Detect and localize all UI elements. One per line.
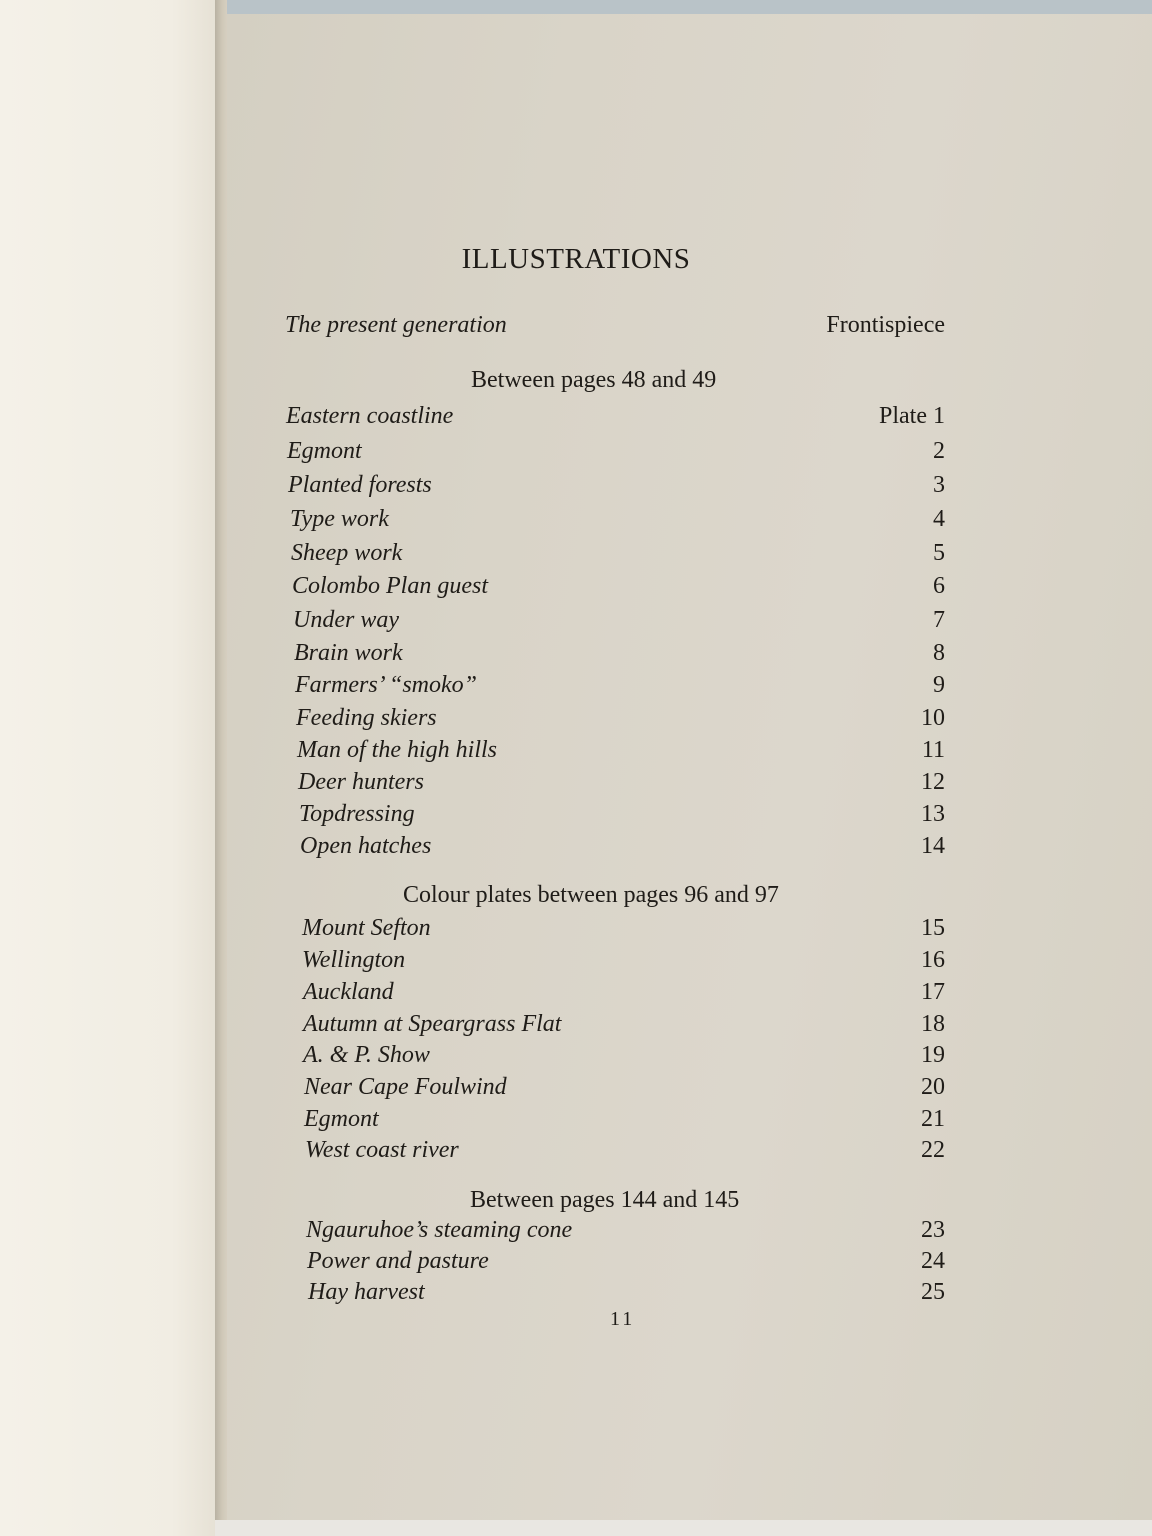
frontispiece-entry xyxy=(285,312,945,344)
book-gutter xyxy=(215,0,227,1536)
list-item xyxy=(304,1106,945,1138)
plate-number: 25 xyxy=(921,1279,945,1305)
page-heading: ILLUSTRATIONS xyxy=(461,243,691,275)
list-item-title: Egmont xyxy=(287,438,362,464)
page-bottom-edge xyxy=(215,1520,1152,1536)
plate-number: 6 xyxy=(933,573,945,599)
facing-blank-page xyxy=(0,0,215,1536)
list-item-title: Deer hunters xyxy=(298,769,424,795)
list-item-title: West coast river xyxy=(305,1137,459,1163)
list-item-title: Wellington xyxy=(302,947,406,973)
section-heading: Colour plates between pages 96 and 97 xyxy=(403,882,779,908)
list-item xyxy=(304,1074,945,1106)
list-item xyxy=(292,573,945,605)
list-item xyxy=(303,1042,945,1074)
plate-number: 15 xyxy=(921,915,945,941)
list-item xyxy=(302,947,945,979)
list-item xyxy=(297,737,945,769)
page-number: 11 xyxy=(610,1308,636,1330)
plate-number: 5 xyxy=(933,540,945,566)
list-item xyxy=(300,833,945,865)
list-item-title: Autumn at Speargrass Flat xyxy=(303,1011,562,1037)
plate-number: 20 xyxy=(921,1074,945,1100)
list-item xyxy=(287,438,945,470)
list-item xyxy=(303,1011,945,1043)
list-item xyxy=(290,506,945,538)
list-item-title: Type work xyxy=(290,506,389,532)
list-item-title: Planted forests xyxy=(288,472,432,498)
list-item xyxy=(302,915,945,947)
list-item-title: Auckland xyxy=(303,979,394,1005)
section-heading: Between pages 144 and 145 xyxy=(470,1187,740,1213)
list-item-title: Feeding skiers xyxy=(296,705,437,731)
list-item-title: Sheep work xyxy=(291,540,403,566)
list-item xyxy=(307,1248,945,1280)
list-item-title: Topdressing xyxy=(299,801,415,827)
plate-number: 2 xyxy=(933,438,945,464)
list-item-title: Egmont xyxy=(304,1106,379,1132)
plate-number: 16 xyxy=(921,947,945,973)
section-heading: Between pages 48 and 49 xyxy=(471,367,717,393)
list-item xyxy=(293,607,945,639)
plate-number: 4 xyxy=(933,506,945,532)
list-item-title: Farmers’ “smoko” xyxy=(295,672,478,698)
list-item xyxy=(303,979,945,1011)
plate-number: 10 xyxy=(921,705,945,731)
plate-number: 18 xyxy=(921,1011,945,1037)
plate-number: 12 xyxy=(921,769,945,795)
list-item xyxy=(294,640,945,672)
list-item xyxy=(306,1217,945,1249)
frontispiece-label: Frontispiece xyxy=(826,312,945,338)
frontispiece-title: The present generation xyxy=(285,312,507,338)
list-item-title: Eastern coastline xyxy=(286,403,454,429)
plate-number: 11 xyxy=(921,737,945,763)
list-item xyxy=(286,403,945,435)
plate-number: 19 xyxy=(921,1042,945,1068)
plate-number: 22 xyxy=(921,1137,945,1163)
list-item xyxy=(288,472,945,504)
plate-number: 7 xyxy=(933,607,945,633)
plate-number: 23 xyxy=(921,1217,945,1243)
list-item-title: Hay harvest xyxy=(308,1279,425,1305)
plate-number: Plate 1 xyxy=(879,403,945,429)
list-item xyxy=(291,540,945,572)
plate-number: 21 xyxy=(921,1106,945,1132)
list-item xyxy=(308,1279,945,1311)
plate-number: 8 xyxy=(933,640,945,666)
list-item xyxy=(298,769,945,801)
list-item xyxy=(295,672,945,704)
list-item-title: Colombo Plan guest xyxy=(292,573,488,599)
list-item xyxy=(305,1137,945,1169)
list-item xyxy=(299,801,945,833)
plate-number: 24 xyxy=(921,1248,945,1274)
list-item xyxy=(296,705,945,737)
list-item-title: Power and pasture xyxy=(307,1248,489,1274)
list-item-title: Mount Sefton xyxy=(302,915,431,941)
list-item-title: Ngauruhoe’s steaming cone xyxy=(306,1217,573,1243)
list-item-title: Under way xyxy=(293,607,399,633)
list-item-title: Near Cape Foulwind xyxy=(304,1074,507,1100)
plate-number: 3 xyxy=(933,472,945,498)
plate-number: 9 xyxy=(933,672,945,698)
plate-number: 17 xyxy=(921,979,945,1005)
list-item-title: A. & P. Show xyxy=(303,1042,430,1068)
list-item-title: Brain work xyxy=(294,640,403,666)
list-item-title: Man of the high hills xyxy=(297,737,497,763)
plate-number: 14 xyxy=(921,833,945,859)
plate-number: 13 xyxy=(921,801,945,827)
list-item-title: Open hatches xyxy=(300,833,432,859)
